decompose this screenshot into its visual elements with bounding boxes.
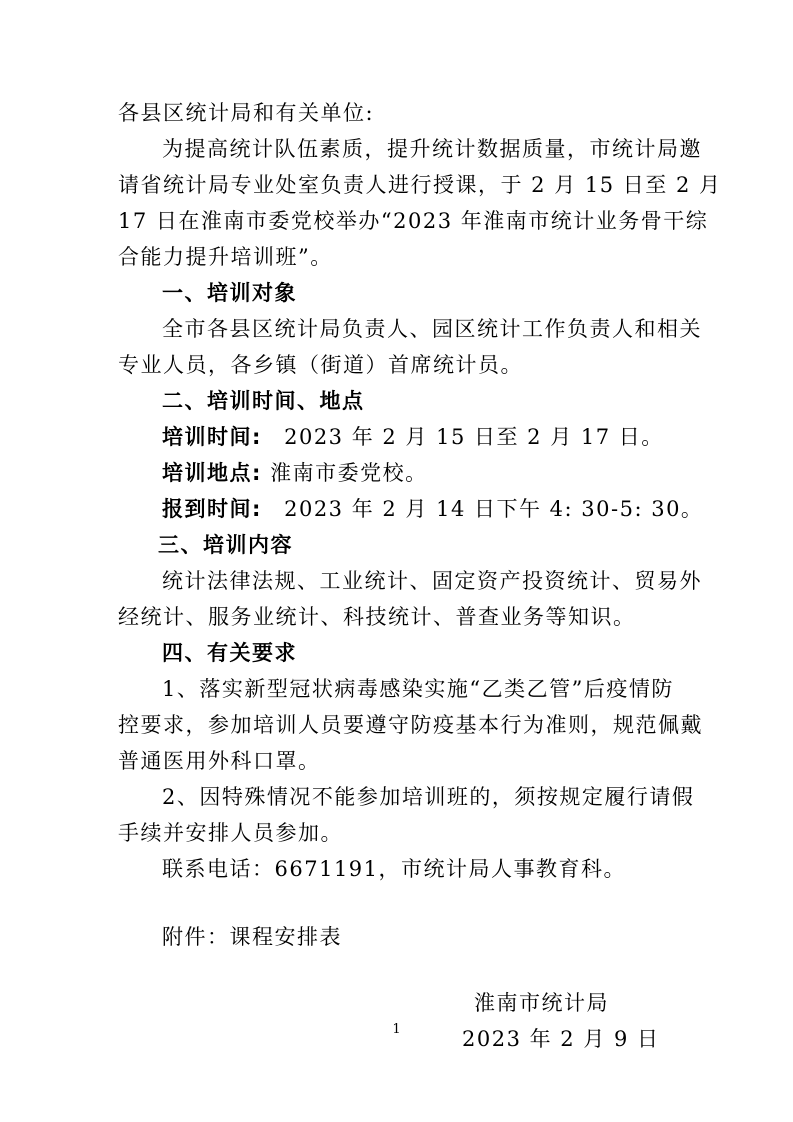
training-place-row [162,455,428,491]
section3-line-2: 经统计、服务业统计、科技统计、普查业务等知识。 [118,605,636,629]
training-time-row [162,419,664,455]
page-number: 1 [392,1022,401,1037]
training-place-label: 培训地点: [162,461,262,485]
requirement-1-line-3: 普通医用外科口罩。 [118,749,321,773]
intro-line-1: 为提高统计队伍素质，提升统计数据质量，市统计局邀 [162,137,702,161]
report-time-row [162,491,703,527]
section1-line-2: 专业人员，各乡镇（街道）首席统计员。 [118,353,523,377]
intro-line-4: 合能力提升培训班”。 [118,245,333,269]
report-time-label: 报到时间: [162,497,262,521]
training-time-label: 培训时间: [162,425,262,449]
attachment-line: 附件：课程安排表 [162,925,342,949]
section3-line-1: 统计法律法规、工业统计、固定资产投资统计、贸易外 [162,569,702,593]
signature-org: 淮南市统计局 [474,991,609,1015]
requirement-1-line-1: 1、落实新型冠状病毒感染实施“乙类乙管”后疫情防 [162,677,674,701]
training-time-value: 2023 年 2 月 15 日至 2 月 17 日。 [284,425,664,449]
intro-line-2: 请省统计局专业处室负责人进行授课，于 2 月 15 日至 2 月 [118,173,722,197]
section1-heading: 一、培训对象 [162,281,297,305]
signature-date: 2023 年 2 月 9 日 [462,1027,660,1051]
section4-heading: 四、有关要求 [162,641,297,665]
salutation: 各县区统计局和有关单位: [118,101,375,125]
section2-heading: 二、培训时间、地点 [162,389,365,413]
report-time-value: 2023 年 2 月 14 日下午 4: 30-5: 30。 [284,497,704,521]
requirement-2-line-1: 2、因特殊情况不能参加培训班的，须按规定履行请假 [162,785,695,809]
requirement-2-line-2: 手续并安排人员参加。 [118,821,343,845]
training-place-value: 淮南市委党校。 [270,461,428,485]
section1-line-1: 全市各县区统计局负责人、园区统计工作负责人和相关 [162,317,702,341]
requirement-1-line-2: 控要求，参加培训人员要遵守防疫基本行为准则，规范佩戴 [118,713,703,737]
contact-line: 联系电话：6671191，市统计局人事教育科。 [162,857,627,881]
intro-line-3: 17 日在淮南市委党校举办“2023 年淮南市统计业务骨干综 [118,209,709,233]
section3-heading: 三、培训内容 [158,533,293,557]
